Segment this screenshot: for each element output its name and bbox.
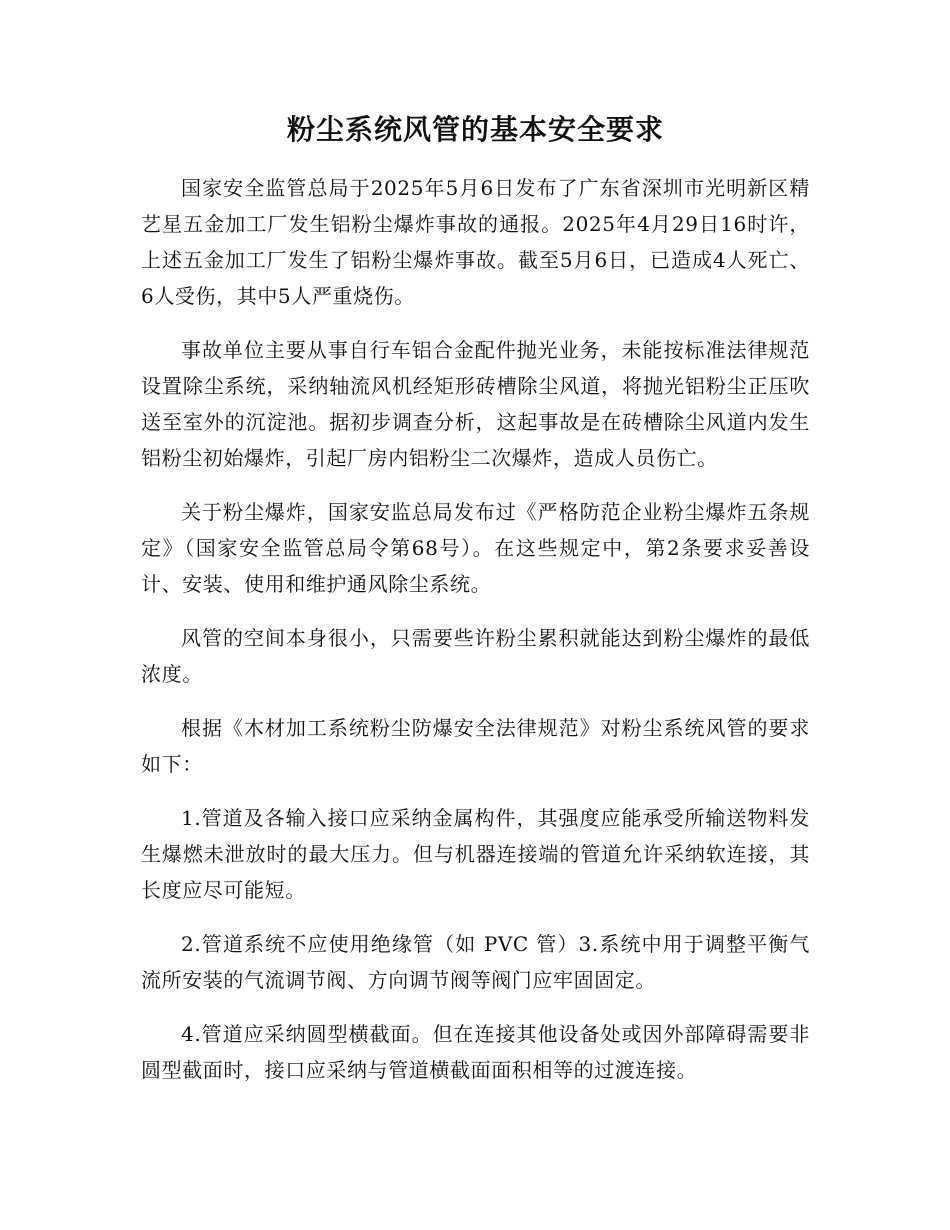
paragraph-requirements-intro: 根据《木材加工系统粉尘防爆安全法律规范》对粉尘系统风管的要求如下： — [141, 716, 810, 776]
paragraph-duct-space: 风管的空间本身很小，只需要些许粉尘累积就能达到粉尘爆炸的最低浓度。 — [141, 626, 810, 686]
paragraph-incident-cause: 事故单位主要从事自行车铝合金配件抛光业务，未能按标准法律规范设置除尘系统，采纳轴流风机经矩形砖槽除尘风道，将抛光铝粉尘正压吹送至室外的沉淀池。据初步调查分析，这起事故是在砖槽除尘风道内发生铝粉尘初始爆炸，引起厂房内铝粉尘二次爆炸，造成人员伤亡。 — [141, 338, 810, 470]
requirement-item-4: 4.管道应采纳圆型横截面。但在连接其他设备处或因外部障碍需要非圆型截面时，接口应采纳与管道横截面面积相等的过渡连接。 — [141, 1022, 810, 1082]
requirement-item-2-3: 2.管道系统不应使用绝缘管（如 PVC 管）3.系统中用于调整平衡气流所安装的气流调节阀、方向调节阀等阀门应牢固固定。 — [141, 932, 810, 992]
paragraph-incident-report: 国家安全监管总局于2025年5月6日发布了广东省深圳市光明新区精艺星五金加工厂发生铝粉尘爆炸事故的通报。2025年4月29日16时许，上述五金加工厂发生了铝粉尘爆炸事故。截至5月6日，已造成4人死亡、6人受伤，其中5人严重烧伤。 — [141, 176, 810, 308]
paragraph-regulations: 关于粉尘爆炸，国家安监总局发布过《严格防范企业粉尘爆炸五条规定》（国家安全监管总局令第68号）。在这些规定中，第2条要求妥善设计、安装、使用和维护通风除尘系统。 — [141, 500, 810, 596]
document-title: 粉尘系统风管的基本安全要求 — [286, 113, 664, 146]
requirement-item-1: 1.管道及各输入接口应采纳金属构件，其强度应能承受所输送物料发生爆燃未泄放时的最大压力。但与机器连接端的管道允许采纳软连接，其长度应尽可能短。 — [141, 806, 810, 902]
